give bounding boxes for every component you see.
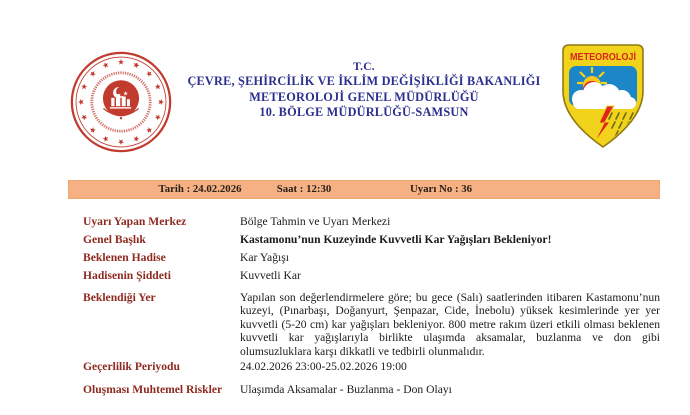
field-label: Beklendiği Yer: [83, 291, 156, 304]
meteorology-shield-icon: [556, 40, 650, 152]
field-row-event-severity: [68, 269, 660, 283]
info-bar: [68, 180, 660, 199]
field-value: 24.02.2026 23:00-25.02.2026 19:00: [240, 360, 407, 373]
field-label: Hadisenin Şiddeti: [83, 269, 171, 282]
field-row-expected-event: [68, 251, 660, 265]
info-bar-date: Tarih : 24.02.2026: [158, 183, 242, 195]
field-value: Bölge Tahmin ve Uyarı Merkezi: [240, 215, 391, 228]
field-label: Oluşması Muhtemel Riskler: [83, 383, 223, 396]
info-bar-warning-number: Uyarı No : 36: [409, 183, 473, 195]
field-label: Genel Başlık: [83, 233, 146, 246]
field-value: Kastamonu’nun Kuzeyinde Kuvvetli Kar Yağışları Bekleniyor!: [240, 233, 552, 246]
field-row-expected-location: [68, 291, 660, 358]
meteorology-logo-text: METEOROLOJİ: [570, 51, 647, 63]
field-row-general-title: [68, 233, 660, 247]
field-label: Geçerlilik Periyodu: [83, 360, 180, 373]
header-republic: T.C.: [353, 61, 375, 73]
field-value: Kar Yağışı: [240, 251, 289, 264]
field-label: Uyarı Yapan Merkez: [83, 215, 187, 228]
field-value: Kuvvetli Kar: [240, 269, 301, 282]
field-label: Beklenen Hadise: [83, 251, 166, 264]
field-row-validity-period: [68, 360, 660, 374]
header-ministry: ÇEVRE, ŞEHİRCİLİK VE İKLİM DEĞİŞİKLİĞİ BAKANLIĞI: [187, 74, 541, 88]
field-row-probable-risks: [68, 383, 660, 397]
field-value: Ulaşımda Aksamalar - Buzlanma - Don Olayı: [240, 383, 452, 396]
field-row-warning-center: [68, 215, 660, 229]
field-value: Yapılan son değerlendirmelere göre; bu gece (Salı) saatlerinden itibaren Kastamonu’nun kuzeyi, (Pınarbaşı, Doğanyurt, Şenpazar, Cide, İnebolu) yüksek kesimlerinde yer yer kuvvetli (5-20 cm) kar yağışları bekleniyor. 800 metre rakım üzeri etkili olması beklenen kuvvetli kar yağışlarıyla birlikte ulaşımda aksamalar, buzlanma ve don gibi olumsuzluklara karşı dikkatli ve tedbirli olunmalıdır.: [240, 291, 660, 358]
header-directorate: METEOROLOJİ GENEL MÜDÜRLÜĞÜ: [249, 89, 479, 104]
info-bar-time: Saat : 12:30: [276, 183, 332, 195]
meteorology-shield-logo: [556, 40, 650, 152]
header-regional-office: 10. BÖLGE MÜDÜRLÜĞÜ-SAMSUN: [259, 105, 469, 119]
